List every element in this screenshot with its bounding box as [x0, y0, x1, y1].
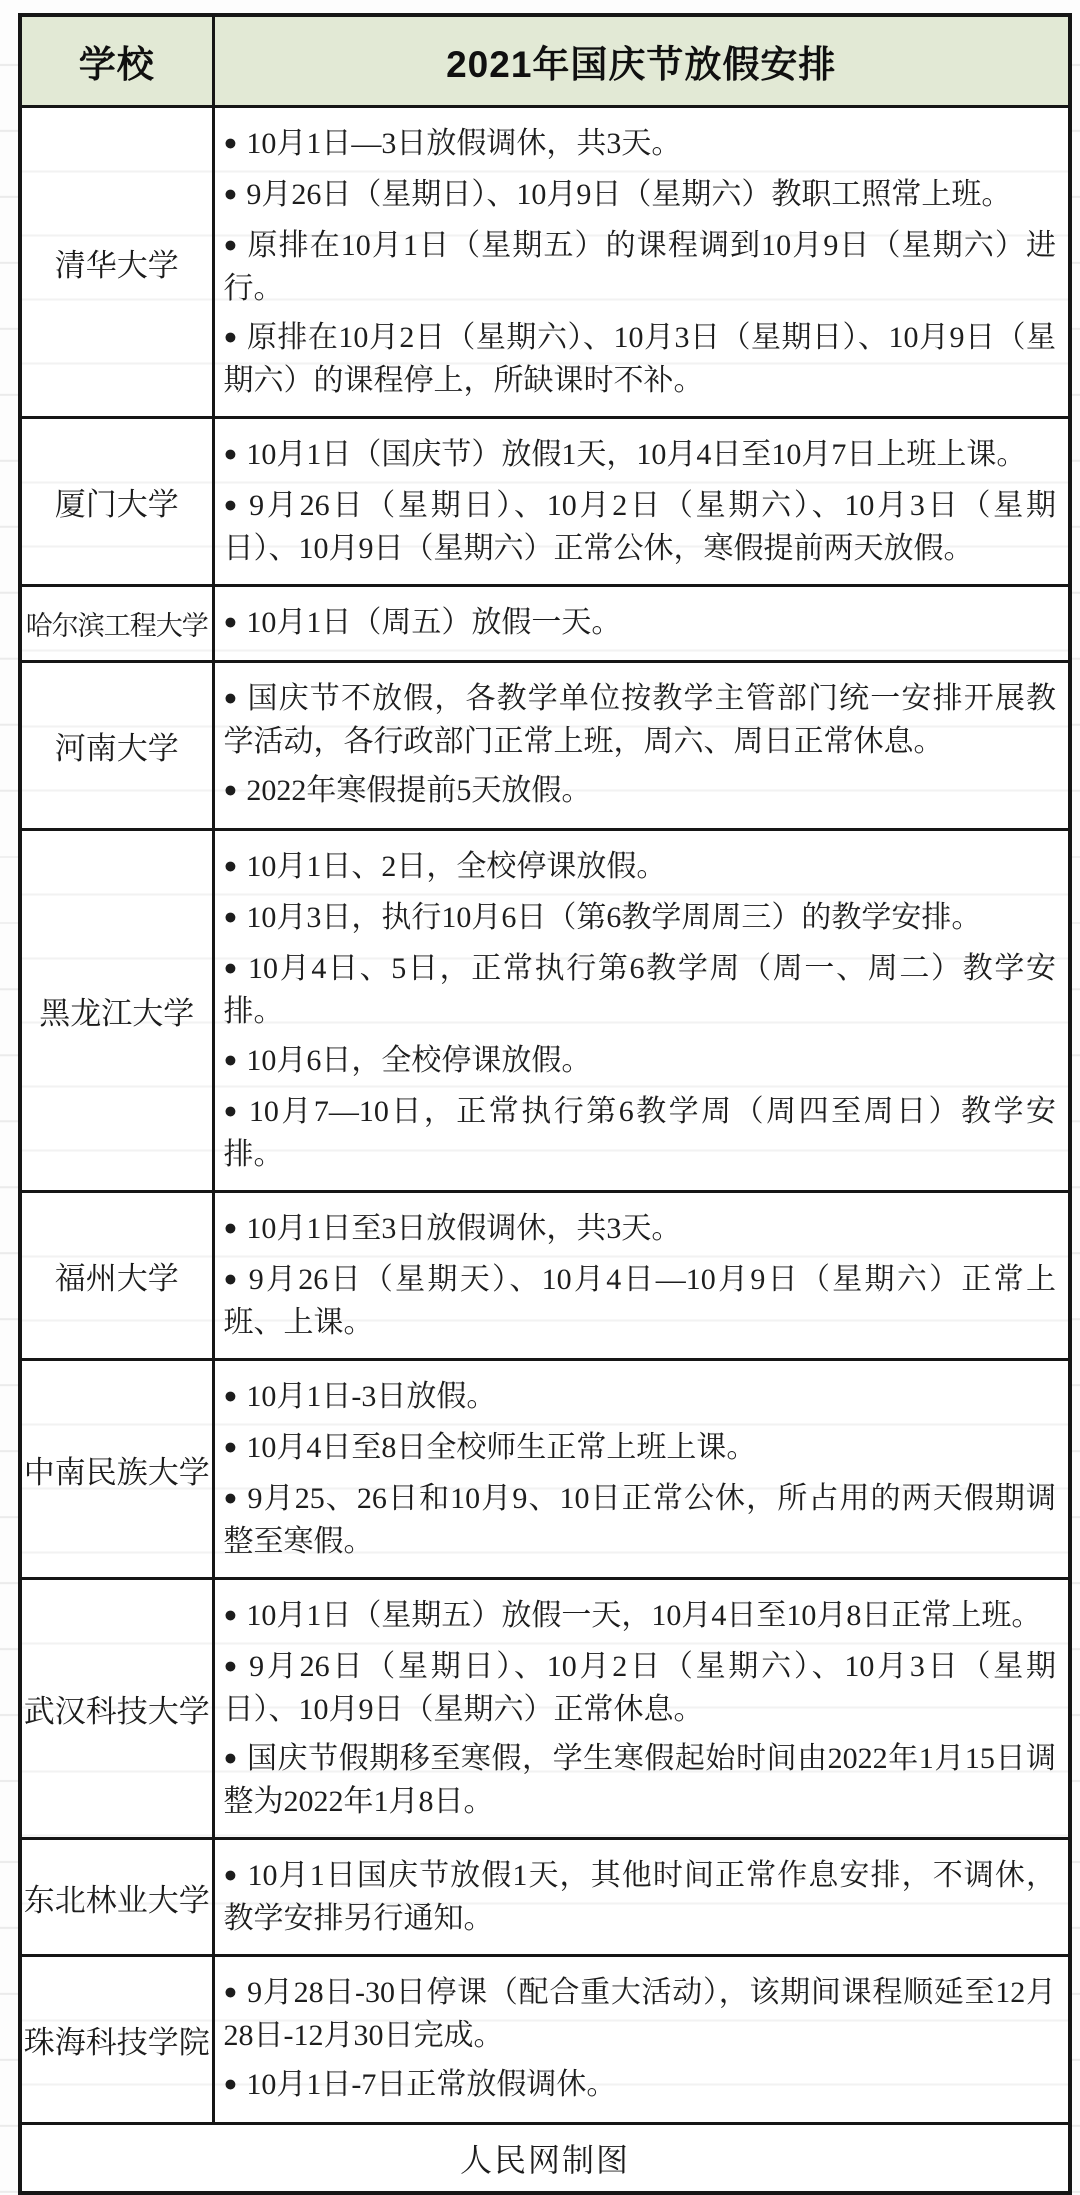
school-column-header: 学校 [20, 15, 213, 107]
arrangement-cell [213, 418, 1070, 586]
bullet-icon: ● [223, 904, 238, 929]
table-row [20, 1360, 1070, 1579]
bullet-icon: ● [223, 777, 238, 802]
bullet-icon: ● [223, 1047, 238, 1072]
arrangement-text: 10月1日（国庆节）放假1天，10月4日至10月7日上班上课。 [246, 438, 1027, 471]
bullet-icon: ● [223, 1434, 238, 1459]
arrangement-item [224, 1972, 1057, 2056]
school-name: 清华大学 [20, 107, 213, 418]
arrangement-text: 10月1日（星期五）放假一天，10月4日至10月8日正常上班。 [246, 1599, 1042, 1632]
arrangement-text: 9月26日（星期日）、10月2日（星期六）、10月3日（星期日）、10月9日（星期六）正常休息。 [223, 1650, 1056, 1726]
bullet-icon: ● [223, 1862, 239, 1887]
arrangement-text: 10月3日，执行10月6日（第6教学周周三）的教学安排。 [246, 901, 982, 934]
credit-text: 人民网制图 [20, 2124, 1070, 2194]
arrangement-text: 9月26日（星期日）、10月9日（星期六）教职工照常上班。 [246, 178, 1012, 211]
arrangement-text: 2022年寒假提前5天放假。 [246, 774, 592, 807]
bullet-icon: ● [223, 685, 239, 710]
arrangement-item [224, 1091, 1057, 1175]
table-row [20, 1579, 1070, 1839]
arrangement-text: 10月7—10日，正常执行第6教学周（周四至周日）教学安排。 [223, 1095, 1057, 1171]
arrangement-text: 国庆节假期移至寒假，学生寒假起始时间由2022年1月15日调整为2022年1月8日。 [223, 1742, 1057, 1818]
arrangement-text: 9月25、26日和10月9、10日正常公休，所占用的两天假期调整至寒假。 [223, 1482, 1056, 1558]
arrangement-item [224, 317, 1057, 401]
arrangement-item [224, 678, 1057, 762]
arrangement-item [224, 1376, 1057, 1419]
bullet-icon: ● [223, 1602, 238, 1627]
bullet-icon: ● [223, 955, 240, 980]
arrangement-cell [213, 1192, 1070, 1360]
bullet-icon: ● [223, 1979, 239, 2004]
arrangement-cell [213, 586, 1070, 662]
arrangement-item [224, 602, 1057, 645]
arrangement-item [224, 1738, 1057, 1822]
bullet-icon: ● [223, 1266, 240, 1291]
table-row [20, 830, 1070, 1192]
school-name: 福州大学 [20, 1192, 213, 1360]
arrangement-cell [213, 1360, 1070, 1579]
bullet-icon: ● [223, 232, 239, 257]
bullet-icon: ● [223, 853, 238, 878]
arrangement-text: 10月6日，全校停课放假。 [246, 1044, 592, 1077]
bullet-icon: ● [223, 1653, 241, 1678]
arrangement-text: 国庆节不放假，各教学单位按教学主管部门统一安排开展教学活动，各行政部门正常上班，周六、周日正常休息。 [223, 682, 1056, 758]
table-row [20, 586, 1070, 662]
arrangement-text: 10月1日-7日正常放假调休。 [246, 2068, 617, 2101]
arrangement-text: 10月4日、5日，正常执行第6教学周（周一、周二）教学安排。 [223, 952, 1056, 1028]
holiday-table [18, 13, 1072, 2195]
arrangement-item [224, 1595, 1057, 1638]
arrangement-text: 9月28日-30日停课（配合重大活动），该期间课程顺延至12月28日-12月30日完成。 [223, 1976, 1056, 2052]
table-body [20, 107, 1070, 2124]
arrangement-item [224, 123, 1057, 166]
table-row [20, 1956, 1070, 2124]
arrangement-item [224, 434, 1057, 477]
arrangement-item [224, 1040, 1057, 1083]
school-name: 河南大学 [20, 662, 213, 830]
bullet-icon: ● [223, 609, 238, 634]
bullet-icon: ● [223, 441, 238, 466]
arrangement-item [224, 1259, 1057, 1343]
arrangement-column-header: 2021年国庆节放假安排 [213, 15, 1070, 107]
bullet-icon: ● [223, 1485, 239, 1510]
table-row [20, 1192, 1070, 1360]
arrangement-item [224, 846, 1057, 889]
arrangement-cell [213, 1839, 1070, 1956]
bullet-icon: ● [223, 492, 241, 517]
arrangement-text: 10月4日至8日全校师生正常上班上课。 [246, 1431, 757, 1464]
arrangement-text: 9月26日（星期日）、10月2日（星期六）、10月3日（星期日）、10月9日（星期六）正常公休，寒假提前两天放假。 [223, 489, 1056, 565]
arrangement-text: 10月1日至3日放假调休，共3天。 [246, 1212, 682, 1245]
arrangement-item [224, 485, 1057, 569]
arrangement-text: 10月1日（周五）放假一天。 [246, 606, 622, 639]
arrangement-text: 10月1日国庆节放假1天，其他时间正常作息安排，不调休，教学安排另行通知。 [223, 1859, 1056, 1935]
arrangement-item [224, 1427, 1057, 1470]
bullet-icon: ● [223, 1383, 238, 1408]
bullet-icon: ● [223, 2071, 238, 2096]
school-name: 黑龙江大学 [20, 830, 213, 1192]
table-row [20, 1839, 1070, 1956]
bullet-icon: ● [223, 1215, 238, 1240]
arrangement-item [224, 770, 1057, 813]
bullet-icon: ● [223, 324, 238, 349]
arrangement-text: 原排在10月2日（星期六）、10月3日（星期日）、10月9日（星期六）的课程停上，所缺课时不补。 [223, 321, 1056, 397]
table-footer [20, 2124, 1070, 2194]
school-name: 珠海科技学院 [20, 1956, 213, 2124]
footer-row [20, 2124, 1070, 2194]
header-row [20, 15, 1070, 107]
bullet-icon: ● [223, 181, 238, 206]
school-name: 中南民族大学 [20, 1360, 213, 1579]
arrangement-text: 10月1日-3日放假。 [246, 1380, 497, 1413]
arrangement-cell [213, 1579, 1070, 1839]
arrangement-item [224, 1478, 1057, 1562]
arrangement-item [224, 225, 1057, 309]
arrangement-item [224, 174, 1057, 217]
bullet-icon: ● [223, 130, 238, 155]
arrangement-text: 10月1日—3日放假调休，共3天。 [246, 127, 682, 160]
arrangement-item [224, 2064, 1057, 2107]
school-name: 哈尔滨工程大学 [20, 586, 213, 662]
arrangement-text: 10月1日、2日，全校停课放假。 [246, 850, 667, 883]
arrangement-item [224, 1855, 1057, 1939]
arrangement-item [224, 1646, 1057, 1730]
table-row [20, 418, 1070, 586]
arrangement-text: 原排在10月1日（星期五）的课程调到10月9日（星期六）进行。 [223, 229, 1056, 305]
bullet-icon: ● [223, 1098, 240, 1123]
bullet-icon: ● [223, 1745, 238, 1770]
arrangement-cell [213, 1956, 1070, 2124]
arrangement-item [224, 897, 1057, 940]
arrangement-cell [213, 830, 1070, 1192]
arrangement-item [224, 1208, 1057, 1251]
school-name: 东北林业大学 [20, 1839, 213, 1956]
arrangement-cell [213, 662, 1070, 830]
table-row [20, 107, 1070, 418]
school-name: 武汉科技大学 [20, 1579, 213, 1839]
arrangement-text: 9月26日（星期天）、10月4日—10月9日（星期六）正常上班、上课。 [223, 1263, 1056, 1339]
arrangement-cell [213, 107, 1070, 418]
table-header [20, 15, 1070, 107]
school-name: 厦门大学 [20, 418, 213, 586]
table-row [20, 662, 1070, 830]
arrangement-item [224, 948, 1057, 1032]
